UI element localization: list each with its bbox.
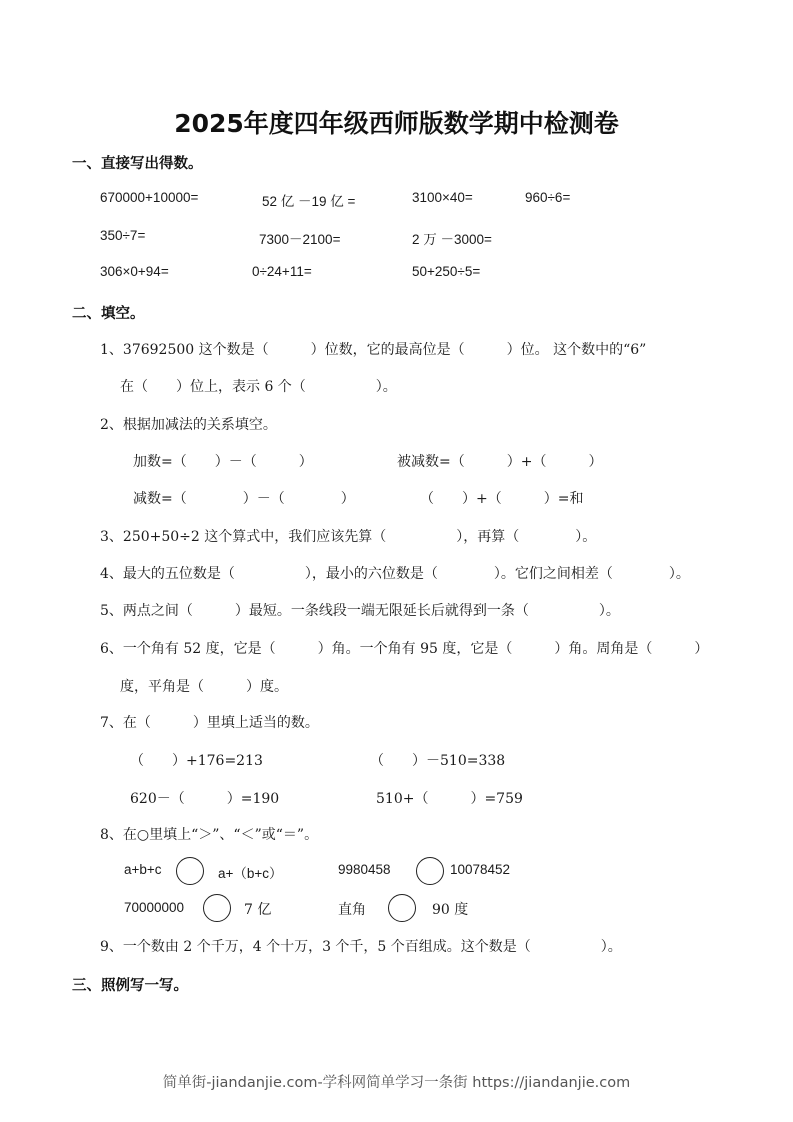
question-3: 3、250+50÷2 这个算式中，我们应该先算（ ），再算（ ）。 <box>100 529 597 545</box>
question-2-sub: 加数=（ ）－（ ） <box>133 454 313 470</box>
question-6-line-2: 度，平角是（ ）度。 <box>120 679 288 695</box>
question-1-line-2: 在（ ）位上，表示 6 个（ ）。 <box>120 379 397 395</box>
compare-right: a+（b+c） <box>218 866 283 881</box>
question-2-sub: 被减数=（ ）+（ ） <box>397 454 603 470</box>
question-9: 9、一个数由 2 个千万，4 个十万，3 个千，5 个百组成。这个数是（ ）。 <box>100 939 622 955</box>
question-7-sub: （ ）+176=213 <box>130 753 263 769</box>
compare-left: 直角 <box>338 902 366 918</box>
calc-item: 350÷7= <box>100 228 146 243</box>
footer-watermark: 简单街-jiandanjie.com-学科网简单学习一条街 https://jiandanjie.com <box>162 1075 631 1091</box>
calc-item: 52 亿 －19 亿 = <box>262 194 356 209</box>
calc-item: 0÷24+11= <box>252 264 312 279</box>
question-8-prompt: 8、在○里填上“＞”、“＜”或“＝”。 <box>100 827 319 843</box>
section-3-heading: 三、照例写一写。 <box>72 978 188 994</box>
question-7-prompt: 7、在（ ）里填上适当的数。 <box>100 715 319 731</box>
compare-left: 9980458 <box>338 862 391 877</box>
question-2-sub: 减数=（ ）－（ ） <box>133 491 355 507</box>
question-2-prompt: 2、根据加减法的关系填空。 <box>100 417 277 433</box>
question-2-sub: （ ）+（ ）=和 <box>420 491 584 507</box>
calc-item: 670000+10000= <box>100 190 199 205</box>
calc-item: 7300－2100= <box>259 232 341 247</box>
question-6-line-1: 6、一个角有 52 度，它是（ ）角。一个角有 95 度，它是（ ）角。周角是（ ） <box>100 641 709 657</box>
question-4: 4、最大的五位数是（ ），最小的六位数是（ ）。它们之间相差（ ）。 <box>100 566 690 582</box>
compare-circle-blank[interactable] <box>388 894 416 922</box>
compare-circle-blank[interactable] <box>176 857 204 885</box>
compare-right: 10078452 <box>450 862 511 877</box>
calc-item: 306×0+94= <box>100 264 169 279</box>
question-5: 5、两点之间（ ）最短。一条线段一端无限延长后就得到一条（ ）。 <box>100 603 620 619</box>
calc-item: 2 万 －3000= <box>412 232 492 247</box>
question-1-line-1: 1、37692500 这个数是（ ）位数，它的最高位是（ ）位。 这个数中的“6” <box>100 342 647 358</box>
calc-item: 50+250÷5= <box>412 264 481 279</box>
section-2-heading: 二、填空。 <box>72 306 145 322</box>
compare-left: a+b+c <box>124 862 162 877</box>
compare-right: 7 亿 <box>244 902 272 918</box>
compare-left: 70000000 <box>124 900 185 915</box>
compare-circle-blank[interactable] <box>203 894 231 922</box>
compare-right: 90 度 <box>432 902 469 918</box>
question-7-sub: （ ）－510=338 <box>370 753 506 769</box>
page-title: 2025年度四年级西师版数学期中检测卷 <box>174 109 619 138</box>
compare-circle-blank[interactable] <box>416 857 444 885</box>
calc-item: 960÷6= <box>525 190 571 205</box>
section-1-heading: 一、直接写出得数。 <box>72 156 203 172</box>
calc-item: 3100×40= <box>412 190 473 205</box>
question-7-sub: 620－（ ）=190 <box>130 791 280 807</box>
question-7-sub: 510+（ ）=759 <box>376 791 523 807</box>
